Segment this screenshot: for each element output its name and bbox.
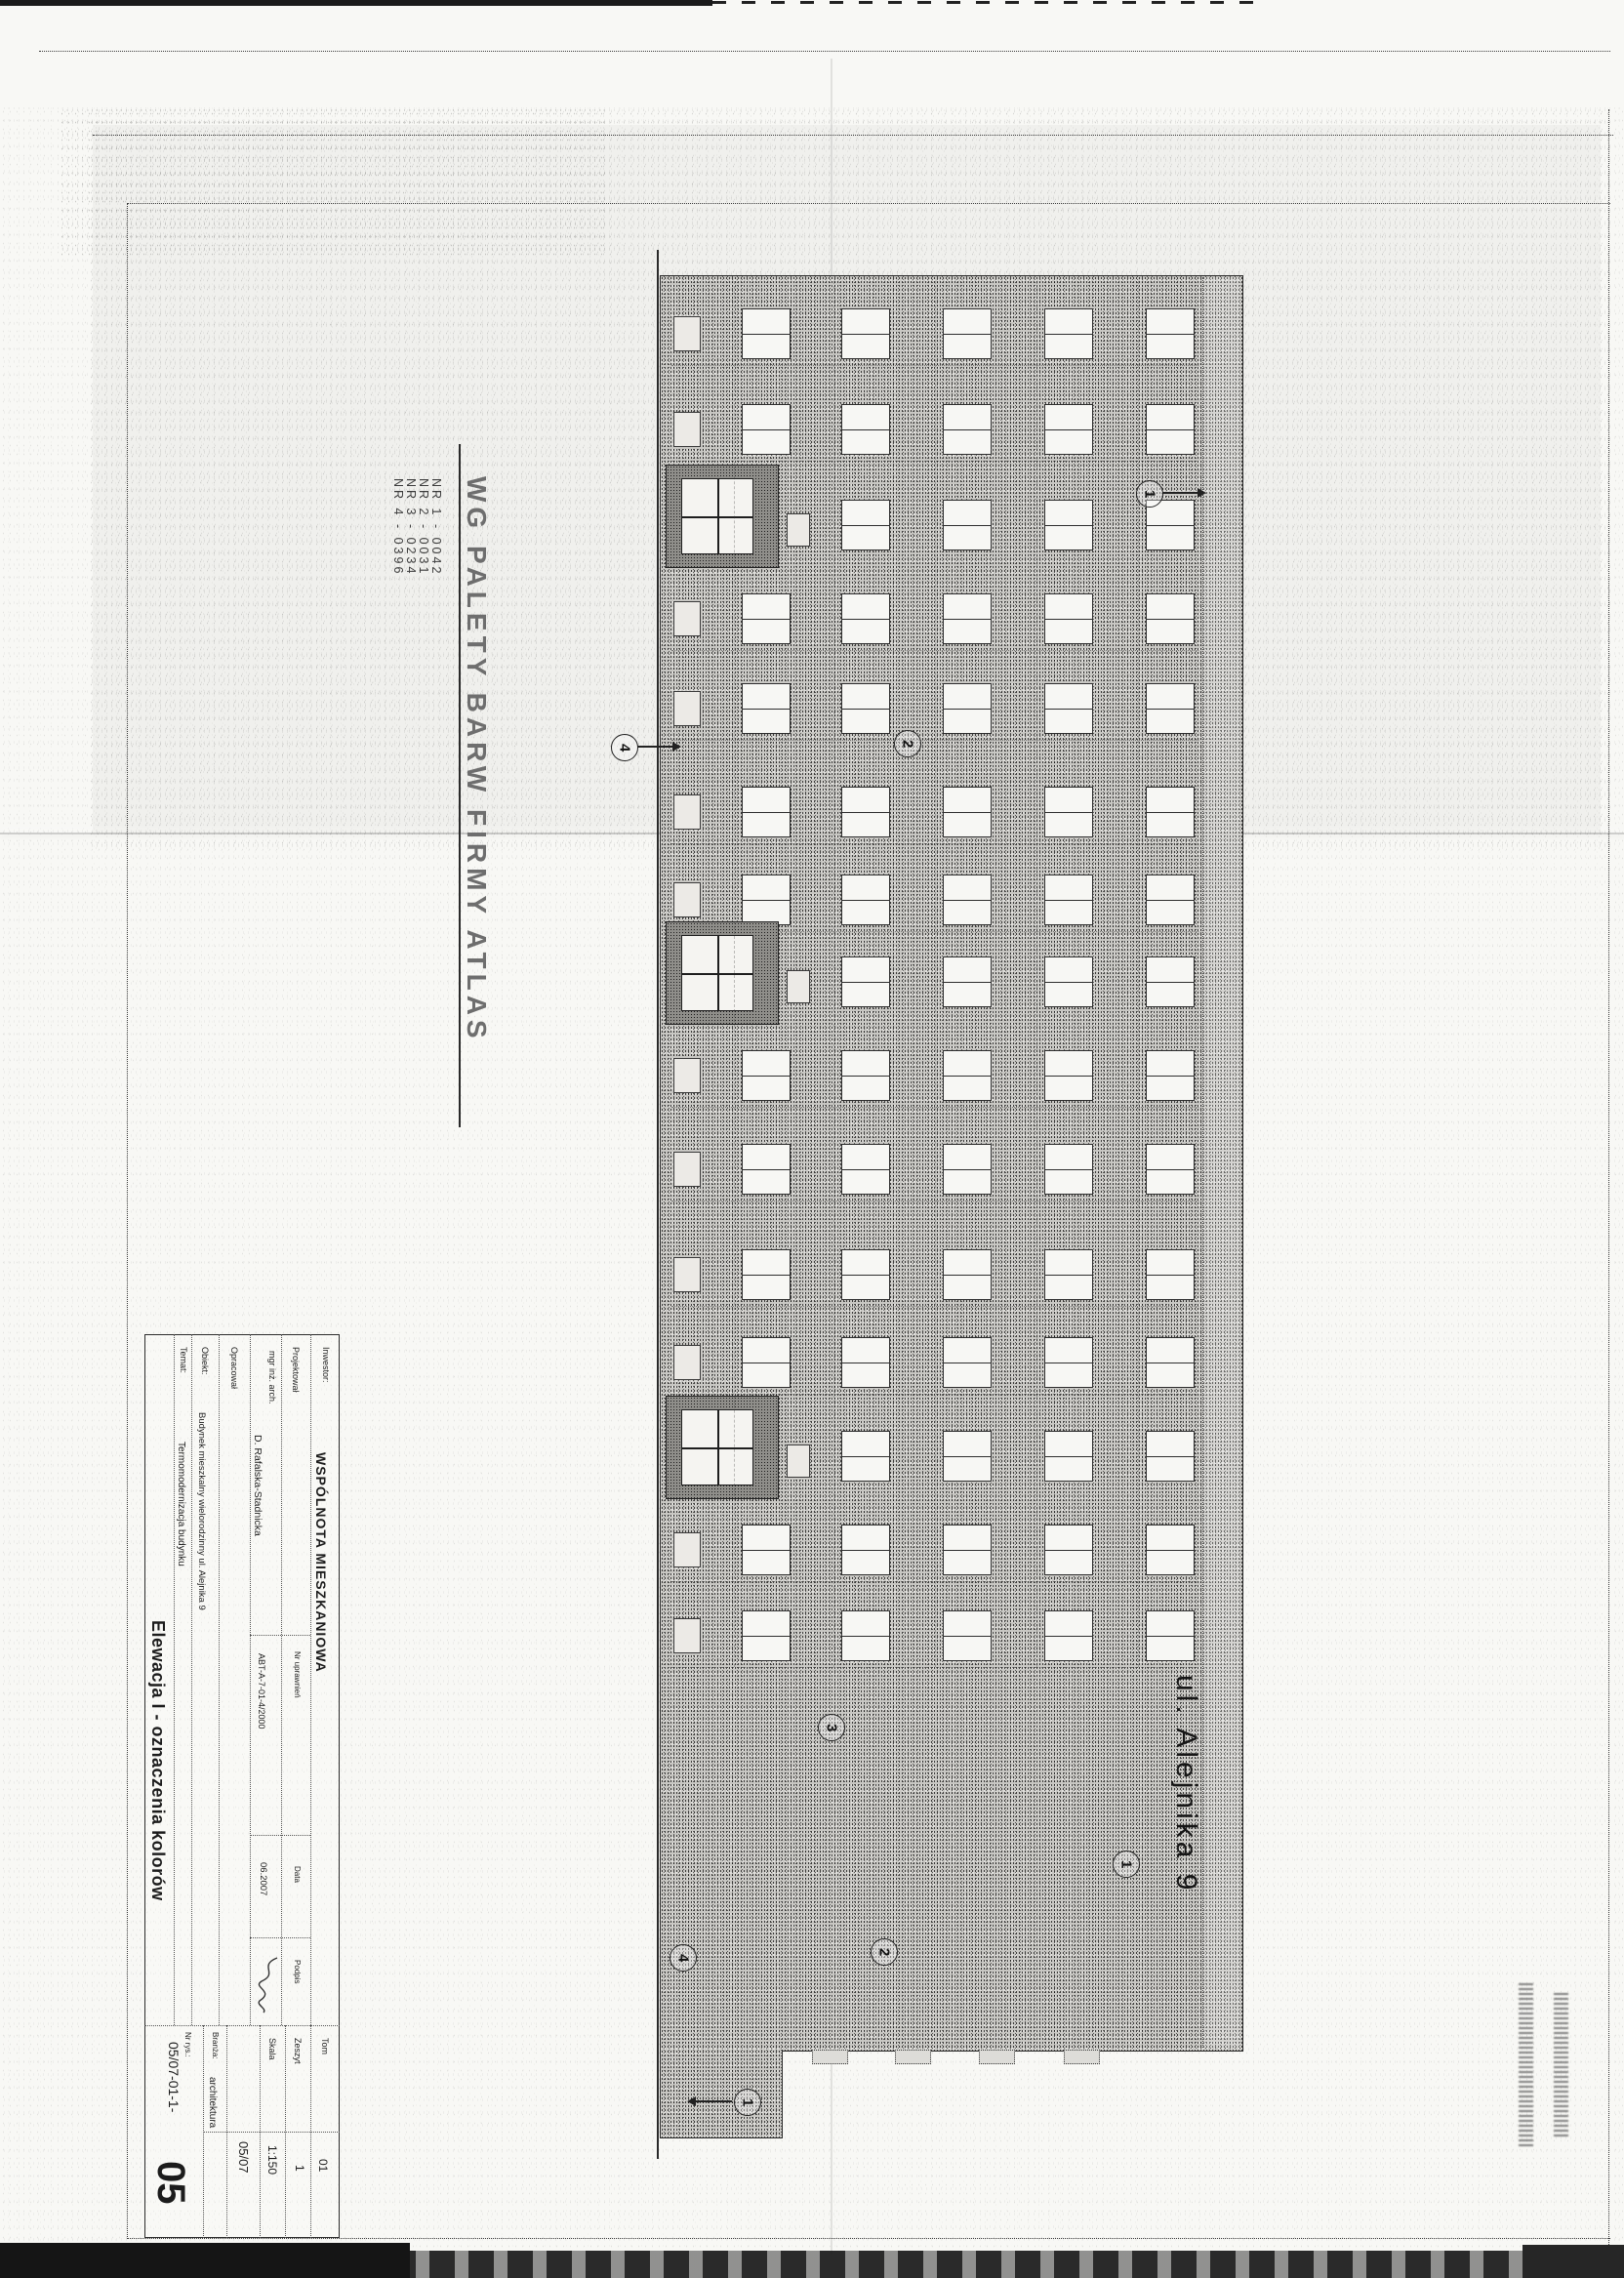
frame-bottom	[127, 2238, 1610, 2239]
frame-right	[1608, 109, 1609, 2247]
window	[1146, 683, 1195, 734]
window	[943, 593, 992, 644]
marker-leader	[637, 746, 674, 748]
legend-color-item: NR 4 - 0396	[391, 478, 405, 577]
window	[1044, 1610, 1093, 1661]
marker-arrowhead	[687, 2096, 696, 2106]
ground-floor-window	[673, 691, 701, 726]
frame-left	[127, 203, 128, 2239]
window	[1146, 956, 1195, 1007]
window	[841, 787, 890, 837]
window	[742, 1525, 791, 1575]
window	[1044, 593, 1093, 644]
window	[841, 683, 890, 734]
window	[1146, 308, 1195, 359]
color-marker-1: 1	[1113, 1851, 1140, 1878]
color-marker-2: 2	[894, 730, 921, 757]
ground-floor-window	[673, 882, 701, 917]
field-zeszyt-label: Zeszyt	[293, 2038, 303, 2064]
window	[1044, 1337, 1093, 1388]
window	[742, 308, 791, 359]
ground-floor-window	[673, 1345, 701, 1380]
floor-line	[1036, 281, 1037, 1667]
window	[1146, 1249, 1195, 1300]
color-marker-2: 2	[871, 1938, 898, 1966]
window	[1044, 875, 1093, 925]
field-data-label: Data	[293, 1866, 302, 1883]
color-marker-1: 1	[734, 2089, 761, 2116]
color-marker-4: 4	[611, 734, 638, 761]
window	[1146, 787, 1195, 837]
frame-top	[127, 203, 1610, 204]
ground-floor-window	[673, 1257, 701, 1292]
legend-color-item: NR 1 - 0042	[429, 478, 443, 577]
window	[1044, 404, 1093, 455]
window	[1146, 1144, 1195, 1195]
window	[841, 593, 890, 644]
window	[943, 404, 992, 455]
field-tom-value: 01	[316, 2159, 330, 2173]
field-skala-label: Skala	[267, 2038, 277, 2060]
window	[943, 308, 992, 359]
window	[943, 683, 992, 734]
stamp-illegible	[1511, 1976, 1593, 2152]
ground-floor-window	[673, 794, 701, 830]
legend-color-item: NR 3 - 0234	[404, 478, 418, 577]
ground-line	[657, 250, 659, 2159]
window	[1044, 787, 1093, 837]
field-obiekt-value: Budynek mieszkalny wielorodzinny ul. Alejnika 9	[196, 1412, 207, 1610]
entrance-annex	[660, 2050, 783, 2138]
color-marker-3: 3	[818, 1714, 845, 1741]
title-block-line	[250, 1937, 310, 1938]
window	[1146, 1050, 1195, 1101]
title-block-line	[174, 1334, 175, 2025]
chimney-tab	[1064, 2050, 1100, 2064]
field-projektowal-title: mgr inż. arch.	[267, 1351, 277, 1404]
window	[742, 683, 791, 734]
ground-floor-window	[673, 1532, 701, 1567]
field-temat-value: Termomodernizacja budynku	[176, 1442, 186, 1566]
field-nr-rys-number: 05	[149, 2161, 192, 2205]
field-nr-rys-label: Nr rys.:	[183, 2032, 192, 2057]
title-block-line	[310, 1334, 311, 2025]
window	[943, 1610, 992, 1661]
window	[841, 404, 890, 455]
scan-artifact-top-dashes	[712, 1, 1259, 4]
chimney-tab	[979, 2050, 1015, 2064]
street-label: ul. Alejnika 9	[1170, 1675, 1202, 1894]
window	[943, 875, 992, 925]
legend-color-item: NR 2 - 0031	[417, 478, 430, 577]
window	[742, 1337, 791, 1388]
sheet-edge-line	[93, 135, 1613, 136]
window	[1146, 1337, 1195, 1388]
field-podpis-label: Podpis	[293, 1960, 302, 1984]
field-data-value: 06.2007	[258, 1862, 268, 1896]
window	[1044, 500, 1093, 550]
scan-artifact-top-strip	[0, 0, 712, 6]
window	[841, 956, 890, 1007]
field-inwestor-label: Inwestor:	[321, 1347, 331, 1383]
window	[943, 1144, 992, 1195]
color-marker-4: 4	[670, 1944, 697, 1972]
stairwell-side-window	[787, 970, 810, 1003]
title-block-line	[281, 1334, 282, 2025]
roof-band	[1203, 277, 1240, 2048]
window	[1044, 1050, 1093, 1101]
window	[841, 1249, 890, 1300]
title-block-line	[250, 1835, 310, 1836]
window	[1044, 1431, 1093, 1482]
window	[1146, 875, 1195, 925]
field-temat-label: Temat:	[179, 1347, 188, 1374]
window	[841, 1144, 890, 1195]
window	[1146, 1525, 1195, 1575]
marker-leader	[695, 2100, 732, 2102]
floor-line	[935, 281, 936, 1667]
floor-line	[734, 281, 735, 1667]
ground-floor-window	[673, 601, 701, 636]
window	[742, 787, 791, 837]
window	[841, 1525, 890, 1575]
field-upr-label: Nr uprawnień	[293, 1651, 302, 1698]
field-tom-label: Tom	[320, 2038, 330, 2055]
floor-line	[833, 281, 834, 1667]
window	[943, 1050, 992, 1101]
field-nr-rys-prefix: 05/07-01-1-	[166, 2042, 182, 2113]
window	[742, 1249, 791, 1300]
window	[841, 308, 890, 359]
field-zeszyt-value: 1	[293, 2165, 306, 2172]
window	[742, 593, 791, 644]
window	[1044, 1525, 1093, 1575]
stairwell-window	[681, 1409, 753, 1485]
ground-floor-window	[673, 316, 701, 351]
title-block-line	[219, 1334, 220, 2025]
scan-artifact-bottom-left	[0, 2243, 410, 2278]
stairwell-window	[681, 935, 753, 1011]
window	[943, 1337, 992, 1388]
window	[1044, 956, 1093, 1007]
ground-floor-window	[673, 1618, 701, 1653]
field-upr-value: ABT-A-7-01-4/2000	[257, 1653, 266, 1729]
drawing-title: Elewacja I - oznaczenia kolorów	[148, 1620, 168, 1901]
field-inwestor-value: WSPÓLNOTA MIESZKANIOWA	[313, 1452, 329, 1673]
field-branza-value: architektura	[207, 2077, 218, 2129]
window	[943, 500, 992, 550]
marker-arrowhead	[1198, 488, 1206, 498]
window	[841, 875, 890, 925]
window	[841, 500, 890, 550]
scan-edge-dotted-line	[39, 51, 1610, 52]
window	[943, 1431, 992, 1482]
window	[1146, 500, 1195, 550]
field-opracowal-label: Opracował	[229, 1347, 239, 1390]
window	[742, 1144, 791, 1195]
window	[1146, 1431, 1195, 1482]
sill-line	[671, 1667, 1198, 1668]
window	[742, 404, 791, 455]
window	[1044, 1249, 1093, 1300]
ground-floor-window	[673, 412, 701, 447]
window	[1044, 1144, 1093, 1195]
field-obiekt-label: Obiekt:	[200, 1347, 210, 1375]
field-projektowal-label: Projektował	[291, 1347, 301, 1393]
chimney-tab	[812, 2050, 848, 2064]
window	[742, 1610, 791, 1661]
window	[943, 1249, 992, 1300]
window	[1146, 1610, 1195, 1661]
field-skala-value: 1:150	[265, 2145, 279, 2176]
window	[1146, 593, 1195, 644]
window	[943, 956, 992, 1007]
title-block-line	[250, 1635, 310, 1636]
window	[841, 1337, 890, 1388]
title-block-line	[191, 1334, 192, 2025]
title-block-line	[250, 1334, 251, 2025]
field-projektowal-name: D. Rafalska-Stadnicka	[252, 1435, 264, 1536]
window	[1044, 683, 1093, 734]
stairwell-side-window	[787, 513, 810, 547]
window	[742, 1050, 791, 1101]
window	[742, 875, 791, 925]
window	[1146, 404, 1195, 455]
chimney-tab	[895, 2050, 931, 2064]
marker-leader	[1162, 492, 1199, 494]
field-umowa-value: 05/07	[236, 2141, 251, 2174]
legend-heading: WG PALETY BARW FIRMY ATLAS	[462, 476, 492, 1043]
ground-floor-window	[673, 1152, 701, 1187]
window	[1044, 308, 1093, 359]
scan-artifact-bottom-right	[1522, 2245, 1624, 2278]
window	[943, 1525, 992, 1575]
color-marker-1: 1	[1136, 480, 1163, 508]
window	[841, 1050, 890, 1101]
stairwell-window	[681, 478, 753, 554]
stairwell-side-window	[787, 1444, 810, 1478]
signature-squiggle	[250, 1952, 283, 2014]
field-branza-label: Branża:	[211, 2032, 220, 2059]
window	[841, 1610, 890, 1661]
ground-floor-window	[673, 1058, 701, 1093]
window	[943, 787, 992, 837]
title-block-line	[203, 2132, 340, 2133]
marker-arrowhead	[672, 742, 681, 752]
window	[841, 1431, 890, 1482]
